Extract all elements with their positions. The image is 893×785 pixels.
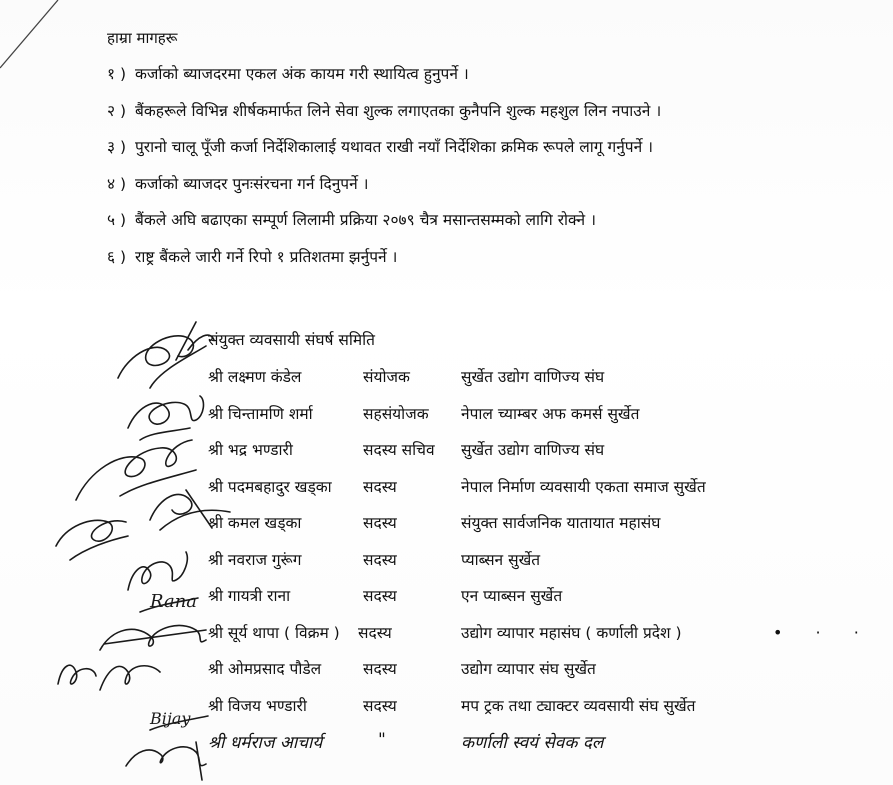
member-name: श्री चिन्तामणि शर्मा (208, 404, 313, 423)
member-organization: नेपाल निर्माण व्यवसायी एकता समाज सुर्खेत (461, 477, 706, 496)
demand-item (107, 172, 867, 209)
member-row (208, 621, 848, 658)
member-role: सदस्य (363, 587, 397, 605)
member-role: सदस्य (363, 660, 397, 678)
member-name: श्री सूर्य थापा ( विक्रम ) (208, 623, 340, 642)
demand-text: पुरानो चालू पूँजी कर्जा निर्देशिकालाई यथावत राखी नयाँ निर्देशिका क्रमिक रूपले लागू गर्नुपर्ने । (134, 138, 654, 156)
member-role: सहसंयोजक (363, 404, 429, 423)
member-name: श्री भद्र भण्डारी (208, 441, 293, 459)
member-organization: मप ट्रक तथा ट्याक्टर व्यवसायी संघ सुर्खेत (461, 696, 696, 715)
demand-number: १ ) (107, 65, 127, 83)
member-row (208, 548, 848, 585)
member-name: श्री ओमप्रसाद पौडेल (208, 660, 322, 678)
demand-text: बैंकले अघि बढाएका सम्पूर्ण लिलामी प्रक्रिया २०७९ चैत्र मसान्तसम्मको लागि रोक्ने । (134, 211, 596, 229)
member-role: सदस्य (363, 550, 397, 569)
member-organization: उद्योग व्यापार महासंघ ( कर्णाली प्रदेश ) (461, 623, 682, 642)
demands-list (107, 62, 867, 281)
member-organization: संयुक्त सार्वजनिक यातायात महासंघ (461, 514, 661, 532)
member-row (208, 402, 848, 439)
demand-item (107, 135, 867, 172)
signature-text-rana: Rana (150, 591, 198, 612)
member-row (208, 438, 848, 475)
demand-text: राष्ट्र बैंकले जारी गर्ने रिपो १ प्रतिशतमा झर्नुपर्ने । (134, 247, 398, 266)
trailing-marks: • · · (773, 623, 873, 642)
demand-item (107, 99, 867, 136)
demand-number: ५ ) (107, 211, 127, 229)
member-organization: सुर्खेत उद्योग वाणिज्य संघ (461, 441, 605, 459)
member-name: श्री नवराज गुरूंग (208, 550, 302, 569)
members-table (208, 365, 848, 767)
member-role: सदस्य (358, 623, 392, 642)
member-role: सदस्य (363, 477, 397, 496)
member-name: श्री पदमबहादुर खड्का (208, 477, 332, 496)
member-role: सदस्य सचिव (363, 441, 435, 459)
demand-number: ६ ) (107, 247, 127, 266)
member-organization: प्याब्सन सुर्खेत (461, 550, 541, 569)
demands-heading: हाम्रा मागहरू (107, 29, 178, 47)
demand-number: ३ ) (107, 138, 127, 156)
demand-number: २ ) (107, 101, 127, 120)
member-name: श्री धर्मराज आचार्य (208, 733, 323, 753)
signature-text-bijay: Bijay (150, 709, 191, 728)
member-row (208, 584, 848, 621)
member-role: सदस्य (363, 696, 397, 715)
member-role: " (378, 730, 386, 750)
member-organization: सुर्खेत उद्योग वाणिज्य संघ (461, 368, 605, 386)
member-name: श्री कमल खड्का (208, 514, 302, 532)
member-row (208, 511, 848, 548)
member-row (208, 475, 848, 512)
member-row (208, 365, 848, 402)
demand-text: कर्जाको ब्याजदर पुनःसंरचना गर्न दिनुपर्ने । (134, 174, 369, 193)
member-organization: एन प्याब्सन सुर्खेत (461, 587, 563, 605)
demand-text: बैंकहरूले विभिन्न शीर्षकमार्फत लिने सेवा शुल्क लगाएतका कुनैपनि शुल्क महशुल लिन नपाउने । (134, 101, 662, 120)
member-name: श्री विजय भण्डारी (208, 696, 307, 715)
demand-number: ४ ) (107, 174, 127, 193)
committee-title: संयुक्त व्यवसायी संघर्ष समिति (208, 331, 376, 349)
demand-item (107, 208, 867, 245)
member-organization: कर्णाली स्वयं सेवक दल (461, 733, 604, 753)
demand-text: कर्जाको ब्याजदरमा एकल अंक कायम गरी स्थायित्व हुनुपर्ने । (134, 65, 469, 83)
demand-item (107, 62, 867, 99)
member-role: सदस्य (363, 514, 397, 532)
member-row (208, 694, 848, 731)
member-row (208, 657, 848, 694)
member-name: श्री लक्ष्मण कंडेल (208, 368, 302, 386)
member-organization: उद्योग व्यापार संघ सुर्खेत (461, 660, 596, 678)
member-row-handwritten (208, 730, 848, 767)
member-organization: नेपाल च्याम्बर अफ कमर्स सुर्खेत (461, 404, 640, 423)
demand-item (107, 245, 867, 282)
member-name: श्री गायत्री राना (208, 587, 291, 605)
member-role: संयोजक (363, 368, 410, 386)
